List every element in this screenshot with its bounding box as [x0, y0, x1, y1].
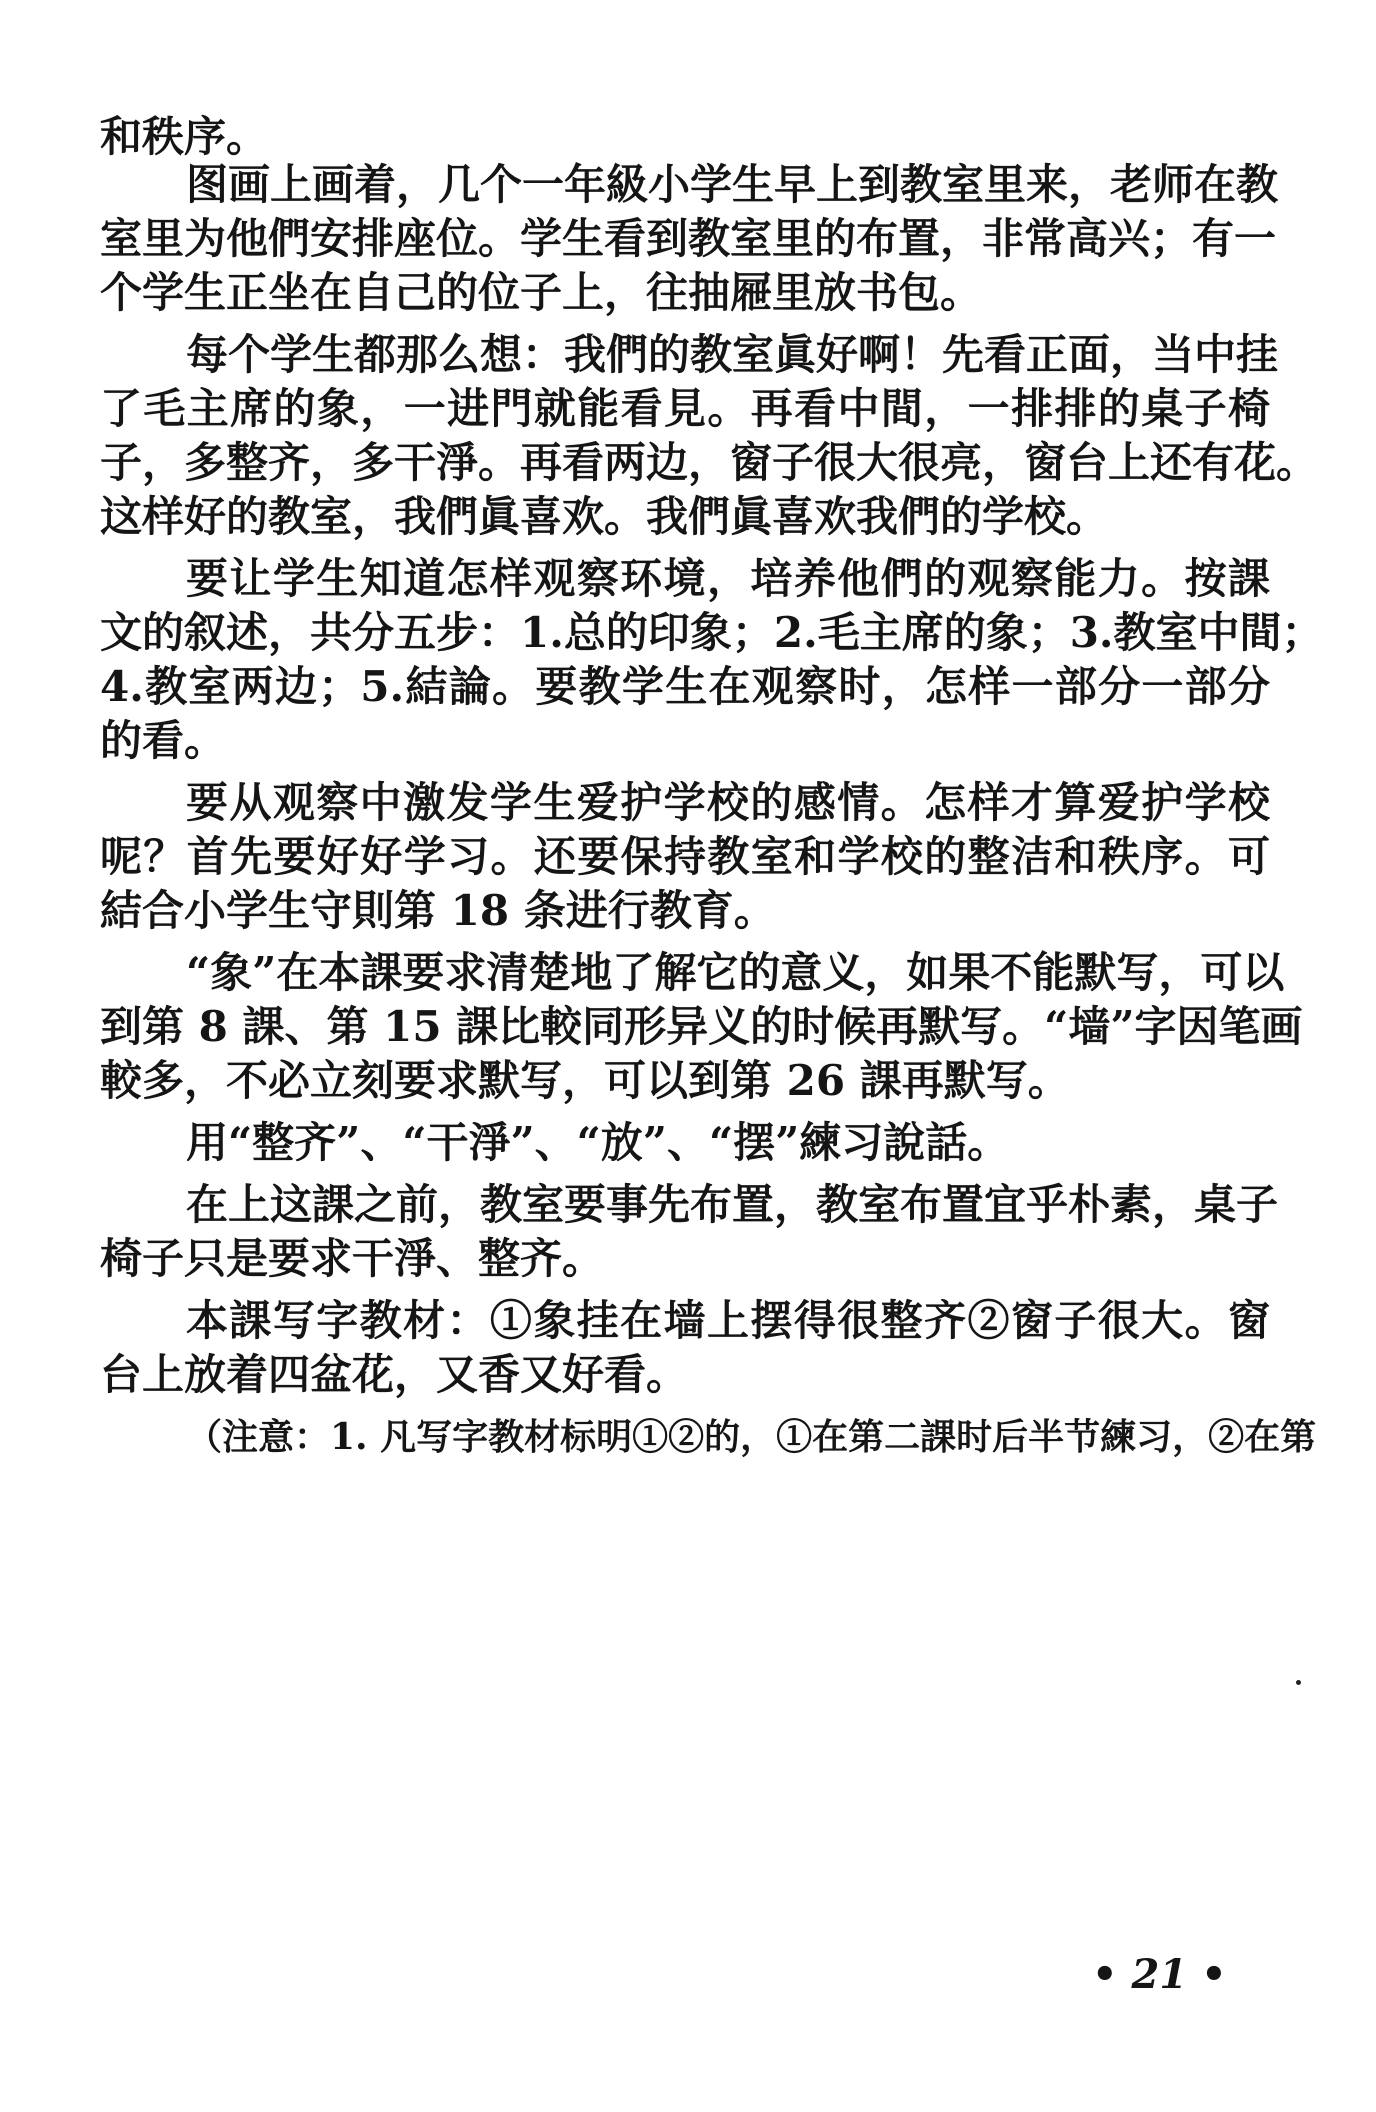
text-line-8: 这样好的教室，我們眞喜欢。我們眞喜欢我們的学校。 [100, 492, 1109, 541]
page-number: • 21 • [1092, 1951, 1227, 1998]
text-line-10: 文的叙述，共分五步：1.总的印象；2.毛主席的象；3.教室中間； [100, 608, 1324, 657]
text-line-16: “象”在本課要求清楚地了解它的意义，如果不能默写，可以 [186, 948, 1285, 997]
text-line-23: 台上放着四盆花，又香又好看。 [100, 1350, 689, 1399]
text-line-15: 結合小学生守則第 18 条进行教育。 [100, 886, 776, 935]
text-line-2: 图画上画着，几个一年級小学生早上到教室里来，老师在教 [186, 160, 1279, 209]
note-line: （注意：1. 凡写字教材标明①②的，①在第二課时后半节練习，②在第 [186, 1416, 1317, 1458]
text-line-14: 呢？首先要好好学习。还要保持教室和学校的整洁和秩序。可 [100, 832, 1270, 881]
text-line-12: 的看。 [100, 716, 227, 765]
text-line-13: 要从观察中激发学生爱护学校的感情。怎样才算爱护学校 [186, 778, 1270, 827]
text-line-22: 本課写字教材：①象挂在墙上摆得很整齐②窗子很大。窗 [186, 1296, 1270, 1345]
text-line-20: 在上这課之前，教室要事先布置，教室布置宜乎朴素，桌子 [186, 1180, 1279, 1229]
text-line-21: 椅子只是要求干淨、整齐。 [100, 1234, 605, 1283]
scan-speck [1296, 1680, 1301, 1685]
text-line-4: 个学生正坐在自己的位子上，往抽屜里放书包。 [100, 268, 983, 317]
text-line-11: 4.教室两边；5.結論。要教学生在观察时，怎样一部分一部分 [100, 662, 1270, 711]
text-line-6: 了毛主席的象，一进門就能看見。再看中間，一排排的桌子椅 [100, 384, 1270, 433]
text-line-1: 和秩序。 [100, 112, 269, 161]
text-line-19: 用“整齐”、“干淨”、“放”、“摆”練习說話。 [186, 1118, 1010, 1167]
text-line-18: 較多，不必立刻要求默写，可以到第 26 課再默写。 [100, 1056, 1070, 1105]
text-line-5: 每个学生都那么想：我們的教室眞好啊！先看正面，当中挂 [186, 330, 1279, 379]
text-line-3: 室里为他們安排座位。学生看到教室里的布置，非常高兴；有一 [100, 214, 1277, 263]
text-line-9: 要让学生知道怎样观察环境，培养他們的观察能力。按課 [186, 554, 1270, 603]
text-line-7: 子，多整齐，多干淨。再看两边，窗子很大很亮，窗台上还有花。 [100, 438, 1319, 487]
text-line-17: 到第 8 課、第 15 課比較同形异义的时候再默写。“墙”字因笔画 [100, 1002, 1303, 1051]
